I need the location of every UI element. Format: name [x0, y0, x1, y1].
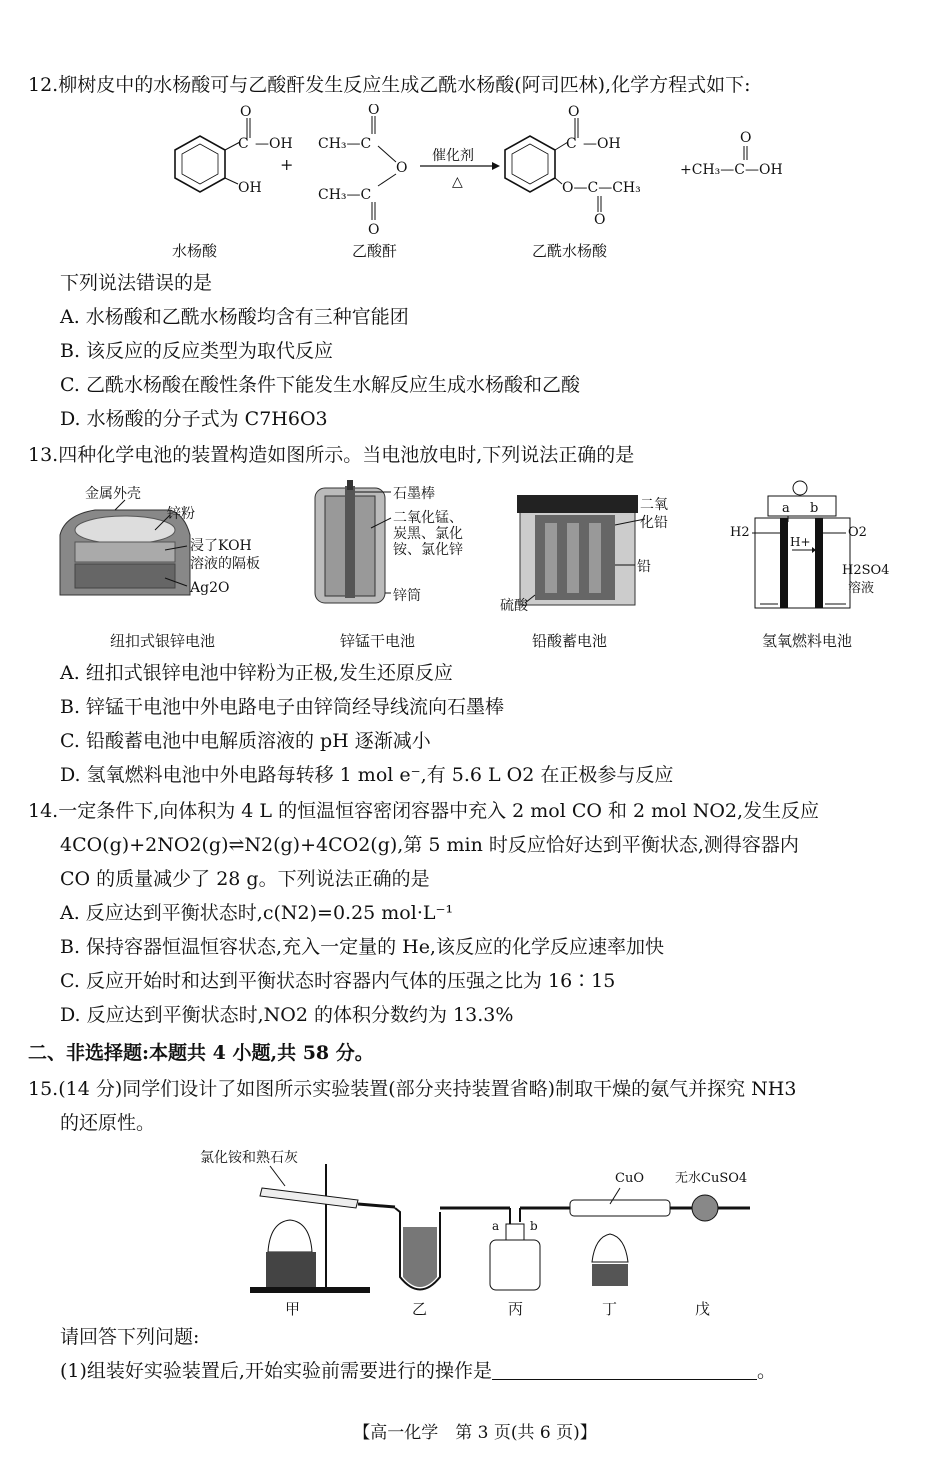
- svg-text:OH: OH: [238, 180, 262, 196]
- svg-text:溶液的隔板: 溶液的隔板: [190, 556, 260, 572]
- svg-text:化铅: 化铅: [640, 515, 668, 531]
- svg-text:溶液: 溶液: [848, 581, 875, 596]
- q15-sub1-text: (1)组装好实验装置后,开始实验前需要进行的操作是: [60, 1360, 492, 1382]
- q15-stem-line-1: 15.(14 分)同学们设计了如图所示实验装置(部分夹持装置省略)制取干燥的氨气并探究 NH3: [28, 1078, 797, 1100]
- svg-text:炭黑、氯化: 炭黑、氯化: [393, 526, 463, 542]
- q12-option-d: D. 水杨酸的分子式为 C7H6O3: [60, 408, 328, 430]
- q12-reaction-equation: [140, 104, 820, 264]
- q15-stem-line-2: 的还原性。: [60, 1112, 156, 1134]
- svg-text:O: O: [368, 104, 380, 118]
- q13-stem: 13.四种化学电池的装置构造如图所示。当电池放电时,下列说法正确的是: [28, 444, 635, 466]
- fuel-cell-diagram: [730, 478, 900, 618]
- svg-text:O2: O2: [848, 525, 867, 540]
- svg-text:浸了KOH: 浸了KOH: [190, 538, 252, 554]
- svg-text:H2: H2: [730, 525, 750, 540]
- page-footer: 【高一化学 第 3 页(共 6 页)】: [353, 1423, 597, 1443]
- svg-text:H2SO4: H2SO4: [842, 563, 890, 578]
- q14-option-d: D. 反应达到平衡状态时,NO2 的体积分数约为 13.3%: [60, 1004, 514, 1026]
- svg-text:O: O: [740, 130, 752, 146]
- q12-option-c: C. 乙酰水杨酸在酸性条件下能发生水解反应生成水杨酸和乙酸: [60, 374, 580, 396]
- svg-text:a: a: [492, 1219, 500, 1233]
- svg-text:甲: 甲: [285, 1300, 301, 1318]
- q13-option-d: D. 氢氧燃料电池中外电路每转移 1 mol e⁻,有 5.6 L O2 在正极参与反应: [60, 764, 674, 786]
- q13-option-a: A. 纽扣式银锌电池中锌粉为正极,发生还原反应: [60, 662, 453, 684]
- q15-prompt: 请回答下列问题:: [60, 1326, 200, 1348]
- caption-fuel-cell: 氢氧燃料电池: [762, 632, 853, 650]
- svg-text:H+: H+: [790, 535, 811, 549]
- svg-text:a: a: [782, 501, 790, 516]
- dry-cell-diagram: [305, 478, 485, 613]
- answer-blank[interactable]: [492, 1359, 757, 1380]
- svg-text:锌筒: 锌筒: [393, 588, 421, 604]
- arrow-heat-label: △: [452, 174, 463, 190]
- q12-stem: 12.柳树皮中的水杨酸可与乙酸酐发生反应生成乙酰水杨酸(阿司匹林),化学方程式如下:: [28, 74, 751, 96]
- q13-option-c: C. 铅酸蓄电池中电解质溶液的 pH 逐渐减小: [60, 730, 431, 752]
- q15-sub1-end: 。: [756, 1360, 776, 1382]
- svg-text:CH₃—C: CH₃—C: [318, 136, 372, 152]
- caption-dry-cell: 锌锰干电池: [340, 632, 416, 650]
- svg-text:铵、氯化锌: 铵、氯化锌: [393, 542, 463, 558]
- svg-text:O: O: [396, 160, 408, 176]
- label-salicylic-acid: 水杨酸: [172, 242, 218, 260]
- label-acetic-anhydride: 乙酸酐: [352, 242, 398, 260]
- svg-text:—OH: —OH: [255, 136, 293, 152]
- svg-text:石墨棒: 石墨棒: [393, 486, 435, 502]
- svg-text:O—C—CH₃: O—C—CH₃: [562, 180, 641, 196]
- button-battery-diagram: [55, 480, 285, 610]
- lead-acid-battery-diagram: [495, 485, 695, 615]
- svg-text:氯化铵和熟石灰: 氯化铵和熟石灰: [200, 1150, 298, 1166]
- svg-text:C: C: [566, 136, 577, 152]
- svg-text:戊: 戊: [695, 1300, 711, 1318]
- svg-text:铅: 铅: [637, 559, 651, 575]
- svg-text:O: O: [594, 212, 606, 228]
- q13-option-b: B. 锌锰干电池中外电路电子由锌筒经导线流向石墨棒: [60, 696, 505, 718]
- svg-text:—OH: —OH: [583, 136, 621, 152]
- svg-text:丙: 丙: [508, 1300, 524, 1318]
- svg-text:C: C: [238, 136, 249, 152]
- caption-button-battery: 纽扣式银锌电池: [110, 632, 216, 650]
- caption-lead-acid: 铅酸蓄电池: [532, 632, 608, 650]
- svg-text:金属外壳: 金属外壳: [85, 486, 141, 502]
- arrow-catalyst-label: 催化剂: [432, 148, 474, 164]
- q14-stem-line-3: CO 的质量减少了 28 g。下列说法正确的是: [60, 868, 430, 890]
- q14-option-b: B. 保持容器恒温恒容状态,充入一定量的 He,该反应的化学反应速率加快: [60, 936, 664, 958]
- q14-option-a: A. 反应达到平衡状态时,c(N2)=0.25 mol·L⁻¹: [60, 902, 454, 924]
- q15-sub1: [60, 1358, 776, 1384]
- svg-text:二氧: 二氧: [640, 497, 668, 513]
- svg-text:丁: 丁: [602, 1300, 618, 1318]
- q12-option-b: B. 该反应的反应类型为取代反应: [60, 340, 334, 362]
- svg-text:无水CuSO4: 无水CuSO4: [675, 1171, 748, 1186]
- q14-stem-line-2: 4CO(g)+2NO2(g)⇌N2(g)+4CO2(g),第 5 min 时反应恰好达到平衡状态,测得容器内: [60, 834, 799, 856]
- svg-text:锌粉: 锌粉: [167, 506, 195, 522]
- svg-text:O: O: [368, 222, 380, 238]
- q12-prompt: 下列说法错误的是: [60, 272, 213, 294]
- svg-text:硫酸: 硫酸: [500, 598, 528, 614]
- svg-text:O: O: [240, 104, 252, 120]
- q12-option-a: A. 水杨酸和乙酰水杨酸均含有三种官能团: [60, 306, 409, 328]
- svg-text:+CH₃—C—OH: +CH₃—C—OH: [680, 162, 783, 178]
- svg-text:二氧化锰、: 二氧化锰、: [393, 510, 463, 526]
- svg-text:b: b: [810, 501, 819, 516]
- section-heading: 二、非选择题:本题共 4 小题,共 58 分。: [28, 1042, 374, 1064]
- label-acetylsalicylic-acid: 乙酰水杨酸: [532, 242, 608, 260]
- svg-text:乙: 乙: [412, 1300, 428, 1318]
- apparatus-diagram: [190, 1142, 770, 1322]
- svg-text:CH₃—C: CH₃—C: [318, 187, 372, 203]
- q14-stem-line-1: 14.一定条件下,向体积为 4 L 的恒温恒容密闭容器中充入 2 mol CO 和 2 mol NO2,发生反应: [28, 800, 820, 822]
- svg-text:Ag2O: Ag2O: [190, 580, 230, 596]
- q14-option-c: C. 反应开始时和达到平衡状态时容器内气体的压强之比为 16∶15: [60, 970, 616, 992]
- svg-text:CuO: CuO: [615, 1171, 644, 1186]
- svg-text:O: O: [568, 104, 580, 120]
- svg-text:b: b: [530, 1219, 538, 1233]
- svg-text:+: +: [280, 155, 294, 174]
